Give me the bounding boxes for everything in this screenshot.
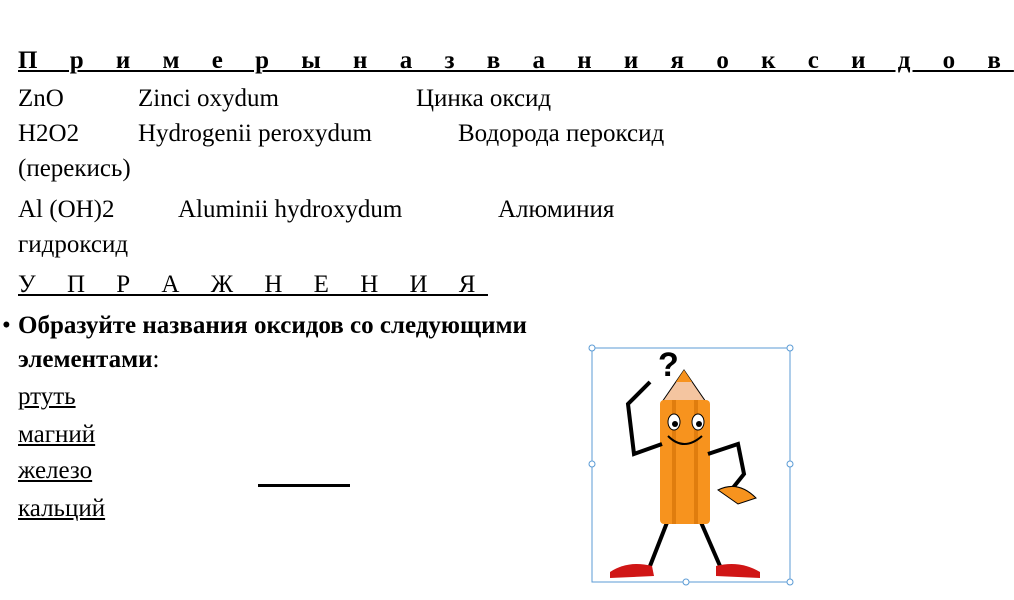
element-magnesium: магний: [18, 421, 96, 448]
left-shoe: [610, 564, 654, 578]
formula-aloh: Al (OH)2: [18, 196, 115, 223]
latin-h2o2: Hydrogenii peroxydum: [138, 120, 372, 147]
resize-handle-ml[interactable]: [589, 461, 595, 467]
latin-aloh: Aluminii hydroxydum: [178, 196, 403, 223]
element-iron: железо: [18, 457, 93, 484]
resize-handle-br[interactable]: [787, 579, 793, 585]
left-arm: [628, 382, 662, 454]
russian-h2o2: Водорода пероксид: [458, 120, 665, 147]
resize-handle-mr[interactable]: [787, 461, 793, 467]
right-pupil: [696, 421, 702, 427]
formula-h2o2: H2O2: [18, 120, 80, 147]
resize-handle-tl[interactable]: [589, 345, 595, 351]
element-mercury: ртуть: [18, 383, 76, 410]
right-leg: [700, 520, 720, 566]
left-leg: [650, 520, 668, 566]
russian-aloh: Алюминия: [498, 196, 615, 223]
pencil-character-illustration: [588, 344, 794, 586]
formula-zno: ZnO: [18, 85, 64, 112]
instruction-colon: :: [152, 346, 160, 373]
resize-handle-tr[interactable]: [787, 345, 793, 351]
russian-aloh-cont: гидроксид: [18, 231, 129, 258]
right-arm: [708, 444, 744, 494]
exercise-heading: У П Р А Ж Н Е Н И Я: [18, 271, 488, 298]
latin-zno: Zinci oxydum: [138, 85, 279, 112]
russian-zno: Цинка оксид: [416, 85, 552, 112]
note-h2o2: (перекись): [18, 155, 131, 182]
examples-heading: П р и м е р ы н а з в а н и я о к с и д о в: [18, 47, 1014, 74]
right-hand: [718, 486, 756, 504]
answer-blank-line: [258, 484, 350, 487]
question-mark-icon: ?: [658, 346, 679, 384]
resize-handle-bm[interactable]: [683, 579, 689, 585]
right-shoe: [716, 564, 760, 578]
instruction-line-1: Образуйте названия оксидов со следующими: [18, 312, 527, 339]
instruction-word: элементами: [18, 346, 153, 373]
bullet-marker: •: [2, 312, 11, 339]
left-pupil: [672, 421, 678, 427]
element-calcium: кальций: [18, 495, 106, 522]
instruction-line-2: [18, 345, 159, 375]
